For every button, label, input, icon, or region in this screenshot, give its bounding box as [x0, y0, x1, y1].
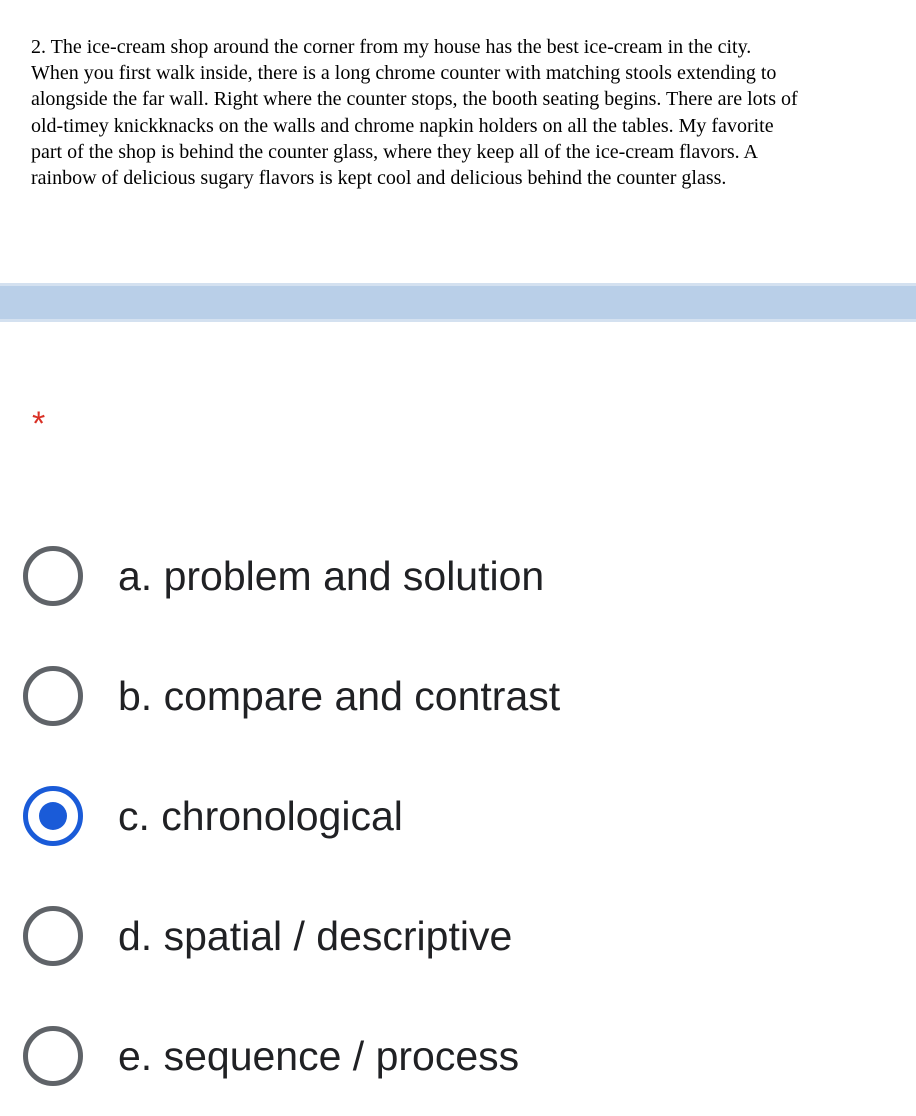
passage-line: 2. The ice-cream shop around the corner from my house has the best ice-cream in the city.	[31, 36, 752, 58]
passage-line: part of the shop is behind the counter glass, where they keep all of the ice-cream flavors. A	[31, 140, 758, 163]
option-label: b. compare and contrast	[118, 673, 561, 719]
option-e[interactable]	[0, 996, 916, 1116]
radio-button[interactable]	[23, 666, 83, 726]
radio-button[interactable]	[23, 1026, 83, 1086]
radio-button[interactable]	[23, 786, 83, 846]
question-passage	[31, 34, 911, 191]
option-d[interactable]	[0, 876, 916, 996]
option-label: e. sequence / process	[118, 1033, 520, 1079]
option-label: a. problem and solution	[118, 553, 545, 599]
required-asterisk: *	[32, 405, 46, 443]
passage-line: When you first walk inside, there is a long chrome counter with matching stools extending to	[31, 62, 777, 85]
option-a[interactable]	[0, 516, 916, 636]
option-label: d. spatial / descriptive	[118, 913, 513, 959]
passage-line: old-timey knickknacks on the walls and chrome napkin holders on all the tables. My favorite	[31, 114, 774, 137]
section-divider	[0, 283, 916, 322]
passage-line: alongside the far wall. Right where the counter stops, the booth seating begins. There are lots of	[31, 88, 798, 111]
option-b[interactable]	[0, 636, 916, 756]
option-label: c. chronological	[118, 793, 403, 839]
passage-line: rainbow of delicious sugary flavors is kept cool and delicious behind the counter glass.	[31, 167, 727, 190]
radio-button[interactable]	[23, 546, 83, 606]
option-c[interactable]	[0, 756, 916, 876]
radio-button[interactable]	[23, 906, 83, 966]
